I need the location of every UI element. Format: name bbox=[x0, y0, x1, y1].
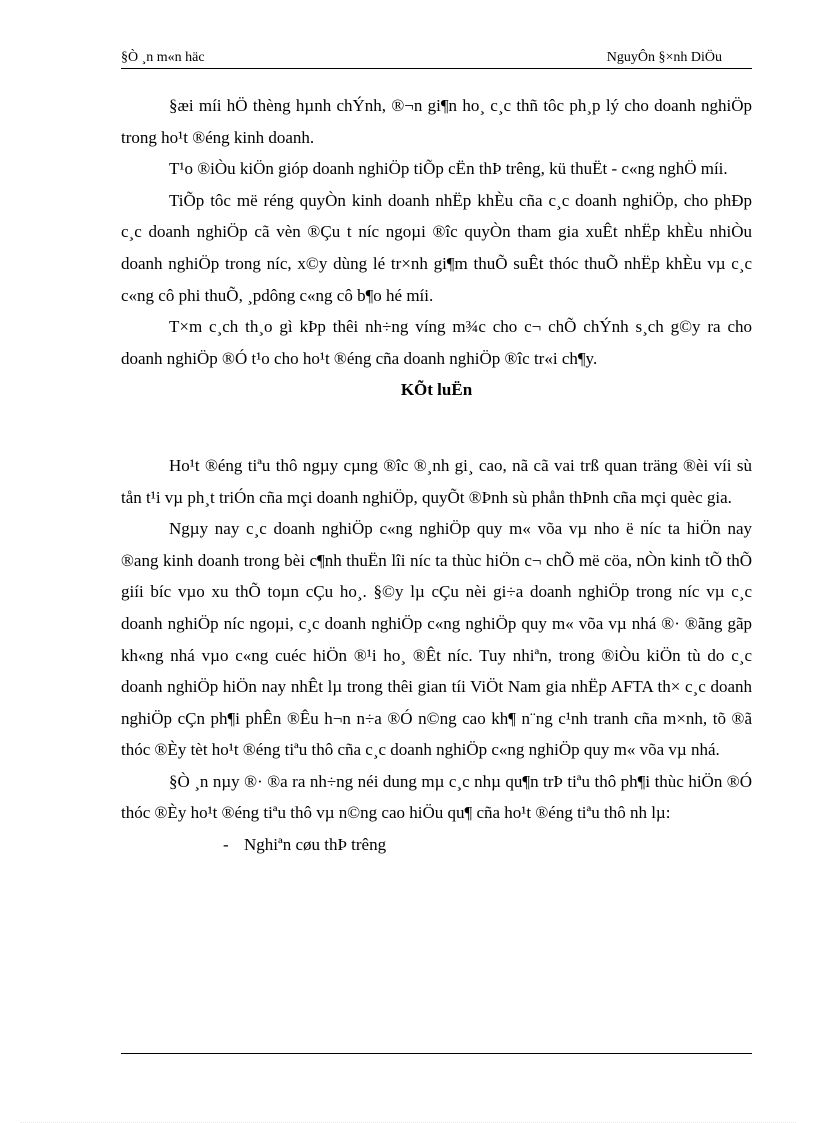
conclusion-paragraph-2: Ngµy nay c¸c doanh nghiÖp c«ng nghiÖp quy m« võa vµ nho ë níc ta hiÖn nay ®ang kinh doanh trong bèi c¶nh thuËn lîi níc ta thùc hiÖn c¬ chÕ më cöa, nÒn kinh tÕ thÕ giíi bíc vµo xu thÕ toµn cÇu ho¸. §©y lµ cÇu nèi gi÷a doanh nghiÖp trong níc vµ c¸c doanh nghiÖp níc ngoµi, c¸c doanh nghiÖp c«ng nghiÖp quy m« võa vµ nhá ®· ®ãng gãp kh«ng nhá vµo c«ng cuéc hiÖn ®¹i ho¸ ®Êt níc. Tuy nhiªn, trong ®iÒu kiÖn tù do c¸c doanh nghiÖp hiÖn nay nhÊt lµ trong thêi gian tíi ViÖt Nam gia nhËp AFTA th× c¸c doanh nghiÖp cÇn ph¶i phÊn ®Êu h¬n n÷a ®Ó n©ng cao kh¶ n¨ng c¹nh tranh cña m×nh, tõ ®ã thóc ®Èy tèt ho¹t ®éng tiªu thô cña c¸c doanh nghiÖp c«ng nghiÖp quy m« võa vµ nhá. bbox=[121, 519, 752, 760]
bullet-dash: - bbox=[223, 835, 229, 855]
conclusion-heading: KÕt luËn bbox=[400, 380, 473, 400]
bullet-item bbox=[121, 829, 752, 861]
header-course-title: §Ò ¸n m«n häc bbox=[121, 50, 205, 65]
paragraph-policy-obstacles: T×m c¸ch th¸o gì kÞp thêi nh÷ng víng m¾c cho c¬ chÕ chÝnh s¸ch g©y ra cho doanh nghiÖp ®Ó t¹o cho ho¹t ®éng cña doanh nghiÖp ®îc tr«i ch¶y. bbox=[121, 317, 752, 368]
spacer bbox=[121, 406, 752, 450]
paragraph-admin-reform: §æi míi hÖ thèng hµnh chÝnh, ®¬n gi¶n ho¸ c¸c thñ tôc ph¸p lý cho doanh nghiÖp trong ho¹t ®éng kinh doanh. bbox=[121, 96, 752, 147]
conclusion-paragraph-1: Ho¹t ®éng tiªu thô ngµy cµng ®îc ®¸nh gi¸ cao, nã cã vai trß quan träng ®èi víi sù tån t¹i vµ ph¸t triÓn cña mçi doanh nghiÖp, quyÕt ®Þnh sù phån thÞnh cña mçi quèc gia. bbox=[121, 455, 752, 507]
footer-rule bbox=[121, 1053, 752, 1054]
document-body bbox=[121, 90, 752, 861]
paragraph-import-rights: TiÕp tôc më réng quyÒn kinh doanh nhËp khÈu cña c¸c doanh nghiÖp, cho phÐp c¸c doanh nghiÖp cã vèn ®Çu t níc ngoµi ®îc quyÒn tham gia xuÊt nhËp khÈu nhiÒu doanh nghiÖp trong níc, x©y dùng lé tr×nh gi¶m thuÕ suÊt thóc thuÕ nhËp khÈu vµ c¸c c«ng cô phi thuÕ, ¸pdông c«ng cô b¶o hé míi. bbox=[121, 190, 752, 305]
conclusion-paragraph-3: §Ò ¸n nµy ®· ®a ra nh÷ng néi dung mµ c¸c nhµ qu¶n trÞ tiªu thô ph¶i thùc hiÖn ®Ó thóc ®Èy ho¹t ®éng tiªu thô vµ n©ng cao hiÖu qu¶ cña ho¹t ®éng tiªu thô nh lµ: bbox=[121, 771, 752, 823]
paragraph-market-access: T¹o ®iÒu kiÖn gióp doanh nghiÖp tiÕp cËn thÞ trêng, kü thuËt - c«ng nghÖ míi. bbox=[169, 159, 728, 179]
header-author-name: NguyÔn §×nh DiÖu bbox=[606, 50, 722, 65]
page-header bbox=[121, 48, 752, 69]
bullet-text: Nghiªn cøu thÞ trêng bbox=[244, 835, 387, 855]
